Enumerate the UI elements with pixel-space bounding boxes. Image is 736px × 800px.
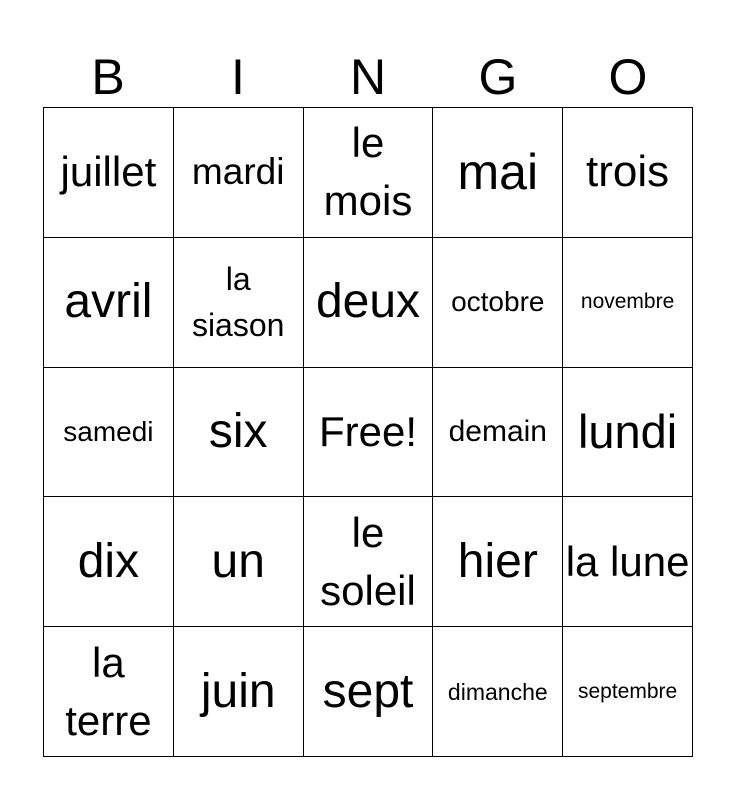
bingo-cell[interactable] [304, 238, 434, 368]
bingo-cell[interactable] [433, 368, 563, 498]
cell-word: six [208, 404, 268, 458]
bingo-cell[interactable] [44, 368, 174, 498]
bingo-cell[interactable] [44, 108, 174, 238]
bingo-board [43, 107, 693, 757]
bingo-cell[interactable] [433, 238, 563, 368]
header-letter-i: I [231, 49, 245, 105]
bingo-cell[interactable] [174, 497, 304, 627]
cell-word: juillet [60, 148, 157, 196]
cell-word: hier [457, 534, 538, 588]
bingo-cell[interactable] [44, 627, 174, 757]
cell-word: la terre [65, 638, 152, 744]
cell-word: juin [200, 664, 276, 718]
bingo-cell[interactable] [563, 108, 693, 238]
cell-word: mai [457, 144, 539, 201]
bingo-cell[interactable] [174, 627, 304, 757]
cell-word: trois [586, 147, 670, 197]
bingo-free-cell[interactable] [304, 368, 434, 498]
bingo-cell[interactable] [304, 627, 434, 757]
cell-word: la lune [565, 537, 690, 585]
bingo-cell[interactable] [174, 238, 304, 368]
bingo-cell[interactable] [44, 238, 174, 368]
bingo-cell[interactable] [304, 108, 434, 238]
header-letter-n: N [349, 49, 387, 105]
cell-word: deux [315, 275, 421, 329]
header-letter-b: B [91, 49, 125, 105]
cell-word: dix [77, 534, 140, 588]
cell-word: demain [448, 414, 547, 448]
cell-word: le soleil [320, 508, 416, 614]
cell-word: la siason [191, 261, 285, 344]
bingo-cell[interactable] [304, 497, 434, 627]
bingo-cell[interactable] [563, 497, 693, 627]
cell-word: le mois [323, 119, 413, 225]
bingo-cell[interactable] [433, 627, 563, 757]
cell-word: septembre [577, 679, 678, 703]
bingo-header [43, 46, 693, 108]
cell-word: samedi [63, 415, 154, 447]
cell-word: avril [64, 275, 153, 329]
cell-word: lundi [577, 404, 678, 458]
bingo-cell[interactable] [563, 627, 693, 757]
bingo-cell[interactable] [174, 108, 304, 238]
bingo-cell[interactable] [563, 238, 693, 368]
cell-word: mardi [191, 151, 285, 193]
cell-word: octobre [451, 286, 545, 318]
cell-word: sept [322, 664, 414, 718]
cell-word: novembre [580, 290, 675, 314]
free-space-label: Free! [318, 407, 417, 455]
header-letter-g: G [478, 49, 518, 105]
bingo-cell[interactable] [174, 368, 304, 498]
header-letter-o: O [608, 49, 648, 105]
bingo-cell[interactable] [44, 497, 174, 627]
bingo-cell[interactable] [433, 108, 563, 238]
cell-word: dimanche [447, 678, 548, 705]
bingo-cell[interactable] [563, 368, 693, 498]
cell-word: un [211, 534, 265, 588]
bingo-cell[interactable] [433, 497, 563, 627]
